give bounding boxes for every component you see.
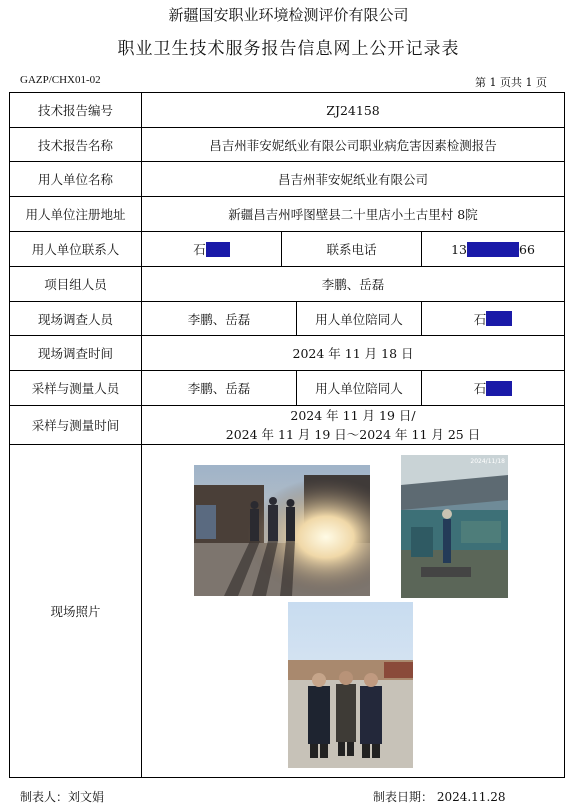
redaction-block bbox=[486, 311, 512, 326]
row-survey-time bbox=[10, 336, 564, 371]
phone-label: 联系电话 bbox=[282, 232, 422, 266]
row-employer bbox=[10, 162, 564, 197]
photo-timestamp: 2024/11/18 bbox=[470, 458, 505, 465]
sampling-staff-value: 李鹏、岳磊 bbox=[142, 371, 297, 405]
report-name-label: 技术报告名称 bbox=[10, 128, 142, 161]
prepared-by: 制表人：刘文娟 bbox=[20, 790, 105, 804]
redaction-block bbox=[486, 381, 512, 396]
row-survey-staff bbox=[10, 302, 564, 336]
report-no-value: ZJ24158 bbox=[326, 102, 380, 118]
page-info: 第 1 页共 1 页 bbox=[475, 76, 547, 89]
row-sampling-staff bbox=[10, 371, 564, 406]
employer-label: 用人单位名称 bbox=[10, 162, 142, 196]
photos-label: 现场照片 bbox=[10, 445, 142, 777]
survey-time-label: 现场调查时间 bbox=[10, 336, 142, 370]
sampling-time-line2: 2024 年 11 月 19 日～2024 年 11 月 25 日 bbox=[225, 427, 481, 442]
accompany2-name-visible: 石 bbox=[473, 381, 487, 396]
sampling-time-line1: 2024 年 11 月 19 日/ bbox=[290, 408, 416, 423]
phone-value bbox=[422, 232, 564, 266]
contact-name-visible: 石 bbox=[193, 242, 206, 257]
row-team bbox=[10, 267, 564, 302]
site-photo-group bbox=[288, 602, 413, 768]
prepared-date: 制表日期： 2024.11.28 bbox=[373, 790, 506, 804]
site-photo-workshop bbox=[401, 455, 508, 598]
row-report-no bbox=[10, 93, 564, 128]
accompany-name-visible: 石 bbox=[473, 311, 487, 327]
accompany2-value bbox=[422, 371, 564, 405]
row-address bbox=[10, 197, 564, 232]
redaction-block bbox=[206, 242, 230, 257]
sampling-time-value bbox=[142, 406, 564, 444]
contact-label: 用人单位联系人 bbox=[10, 232, 142, 266]
survey-time-value: 2024 年 11 月 18 日 bbox=[292, 346, 414, 361]
site-photo-street bbox=[194, 465, 370, 596]
address-label: 用人单位注册地址 bbox=[10, 197, 142, 231]
team-value: 李鹏、岳磊 bbox=[321, 277, 385, 292]
contact-value bbox=[142, 232, 282, 266]
record-table bbox=[9, 92, 565, 778]
redaction-block bbox=[467, 242, 519, 257]
accompany2-label: 用人单位陪同人 bbox=[297, 371, 422, 405]
doc-code: GAZP/CHX01-02 bbox=[20, 74, 101, 86]
row-contact bbox=[10, 232, 564, 267]
sampling-time-label: 采样与测量时间 bbox=[10, 406, 142, 444]
address-value: 新疆昌吉州呼图壁县二十里店小土古里村 8院 bbox=[228, 207, 478, 222]
survey-staff-label: 现场调查人员 bbox=[10, 302, 142, 335]
accompany-label: 用人单位陪同人 bbox=[297, 302, 422, 335]
row-photos bbox=[10, 445, 564, 777]
report-name-value: 昌吉州菲安妮纸业有限公司职业病危害因素检测报告 bbox=[209, 137, 497, 153]
survey-staff-value: 李鹏、岳磊 bbox=[142, 302, 297, 335]
employer-value: 昌吉州菲安妮纸业有限公司 bbox=[277, 172, 428, 187]
phone-prefix: 13 bbox=[451, 241, 467, 257]
row-report-name bbox=[10, 128, 564, 162]
team-label: 项目组人员 bbox=[10, 267, 142, 301]
phone-suffix: 66 bbox=[519, 241, 535, 257]
org-name: 新疆国安职业环境检测评价有限公司 bbox=[168, 6, 409, 24]
report-no-label: 技术报告编号 bbox=[10, 93, 142, 127]
sampling-staff-label: 采样与测量人员 bbox=[10, 371, 142, 405]
accompany-value bbox=[422, 302, 564, 335]
row-sampling-time bbox=[10, 406, 564, 445]
form-title: 职业卫生技术服务报告信息网上公开记录表 bbox=[117, 39, 460, 59]
